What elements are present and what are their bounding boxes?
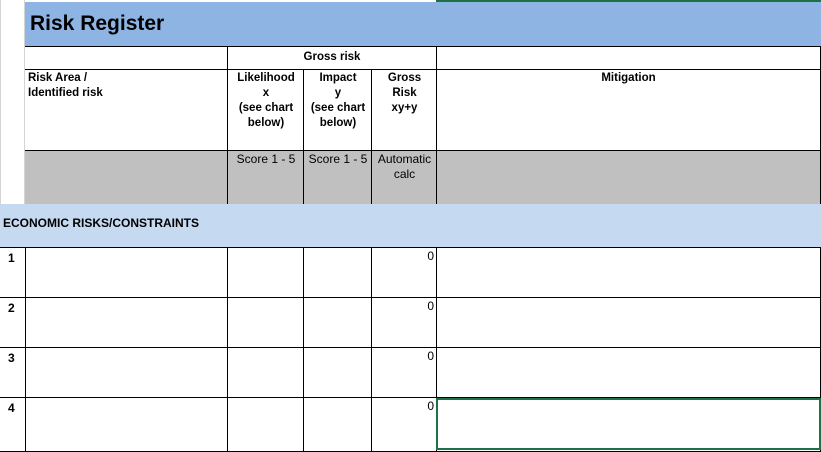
gross-risk-cell[interactable]: 0 [371,298,437,348]
likelihood-cell[interactable] [227,248,304,298]
mitigation-header[interactable]: Mitigation [436,70,821,151]
section-band[interactable] [228,204,821,248]
likelihood-cell[interactable] [227,398,304,452]
impact-header[interactable]: Impact y (see chart below) [303,70,372,151]
row-number: 1 [0,248,25,298]
row-number: 3 [0,348,25,398]
section-header[interactable]: ECONOMIC RISKS/CONSTRAINTS [0,204,228,248]
impact-cell[interactable] [303,348,372,398]
title-band[interactable] [227,2,821,46]
gross-risk-cell[interactable]: 0 [371,348,437,398]
cell[interactable] [437,46,821,70]
likelihood-header[interactable]: Likelihood x (see chart below) [227,70,304,151]
risk-cell[interactable] [25,348,227,398]
mitigation-cell[interactable] [436,248,821,298]
gross-risk-guide[interactable]: Automatic calc [371,151,437,204]
selected-cell-outline [436,398,821,450]
risk-area-header[interactable]: Risk Area / Identified risk [25,70,227,151]
likelihood-cell[interactable] [227,348,304,398]
gross-risk-cell[interactable]: 0 [371,248,437,298]
gross-risk-header[interactable]: Gross Risk xy+y [371,70,437,151]
mitigation-cell[interactable] [436,348,821,398]
impact-cell[interactable] [303,398,372,452]
gridline [0,0,1,204]
row-number: 2 [0,298,25,348]
impact-guide[interactable]: Score 1 - 5 [303,151,372,204]
cell[interactable] [25,46,227,70]
row-number: 4 [0,398,25,452]
risk-cell[interactable] [25,298,227,348]
risk-cell[interactable] [25,398,227,452]
gross-risk-cell[interactable]: 0 [371,398,437,452]
risk-cell[interactable] [25,248,227,298]
gross-risk-group-header[interactable]: Gross risk [227,46,437,70]
impact-cell[interactable] [303,298,372,348]
sheet-title[interactable]: Risk Register [25,2,227,46]
guide-cell[interactable] [25,151,227,204]
mitigation-guide[interactable] [436,151,821,204]
likelihood-cell[interactable] [227,298,304,348]
mitigation-cell[interactable] [436,298,821,348]
likelihood-guide[interactable]: Score 1 - 5 [227,151,304,204]
impact-cell[interactable] [303,248,372,298]
selection-edge [436,0,821,2]
